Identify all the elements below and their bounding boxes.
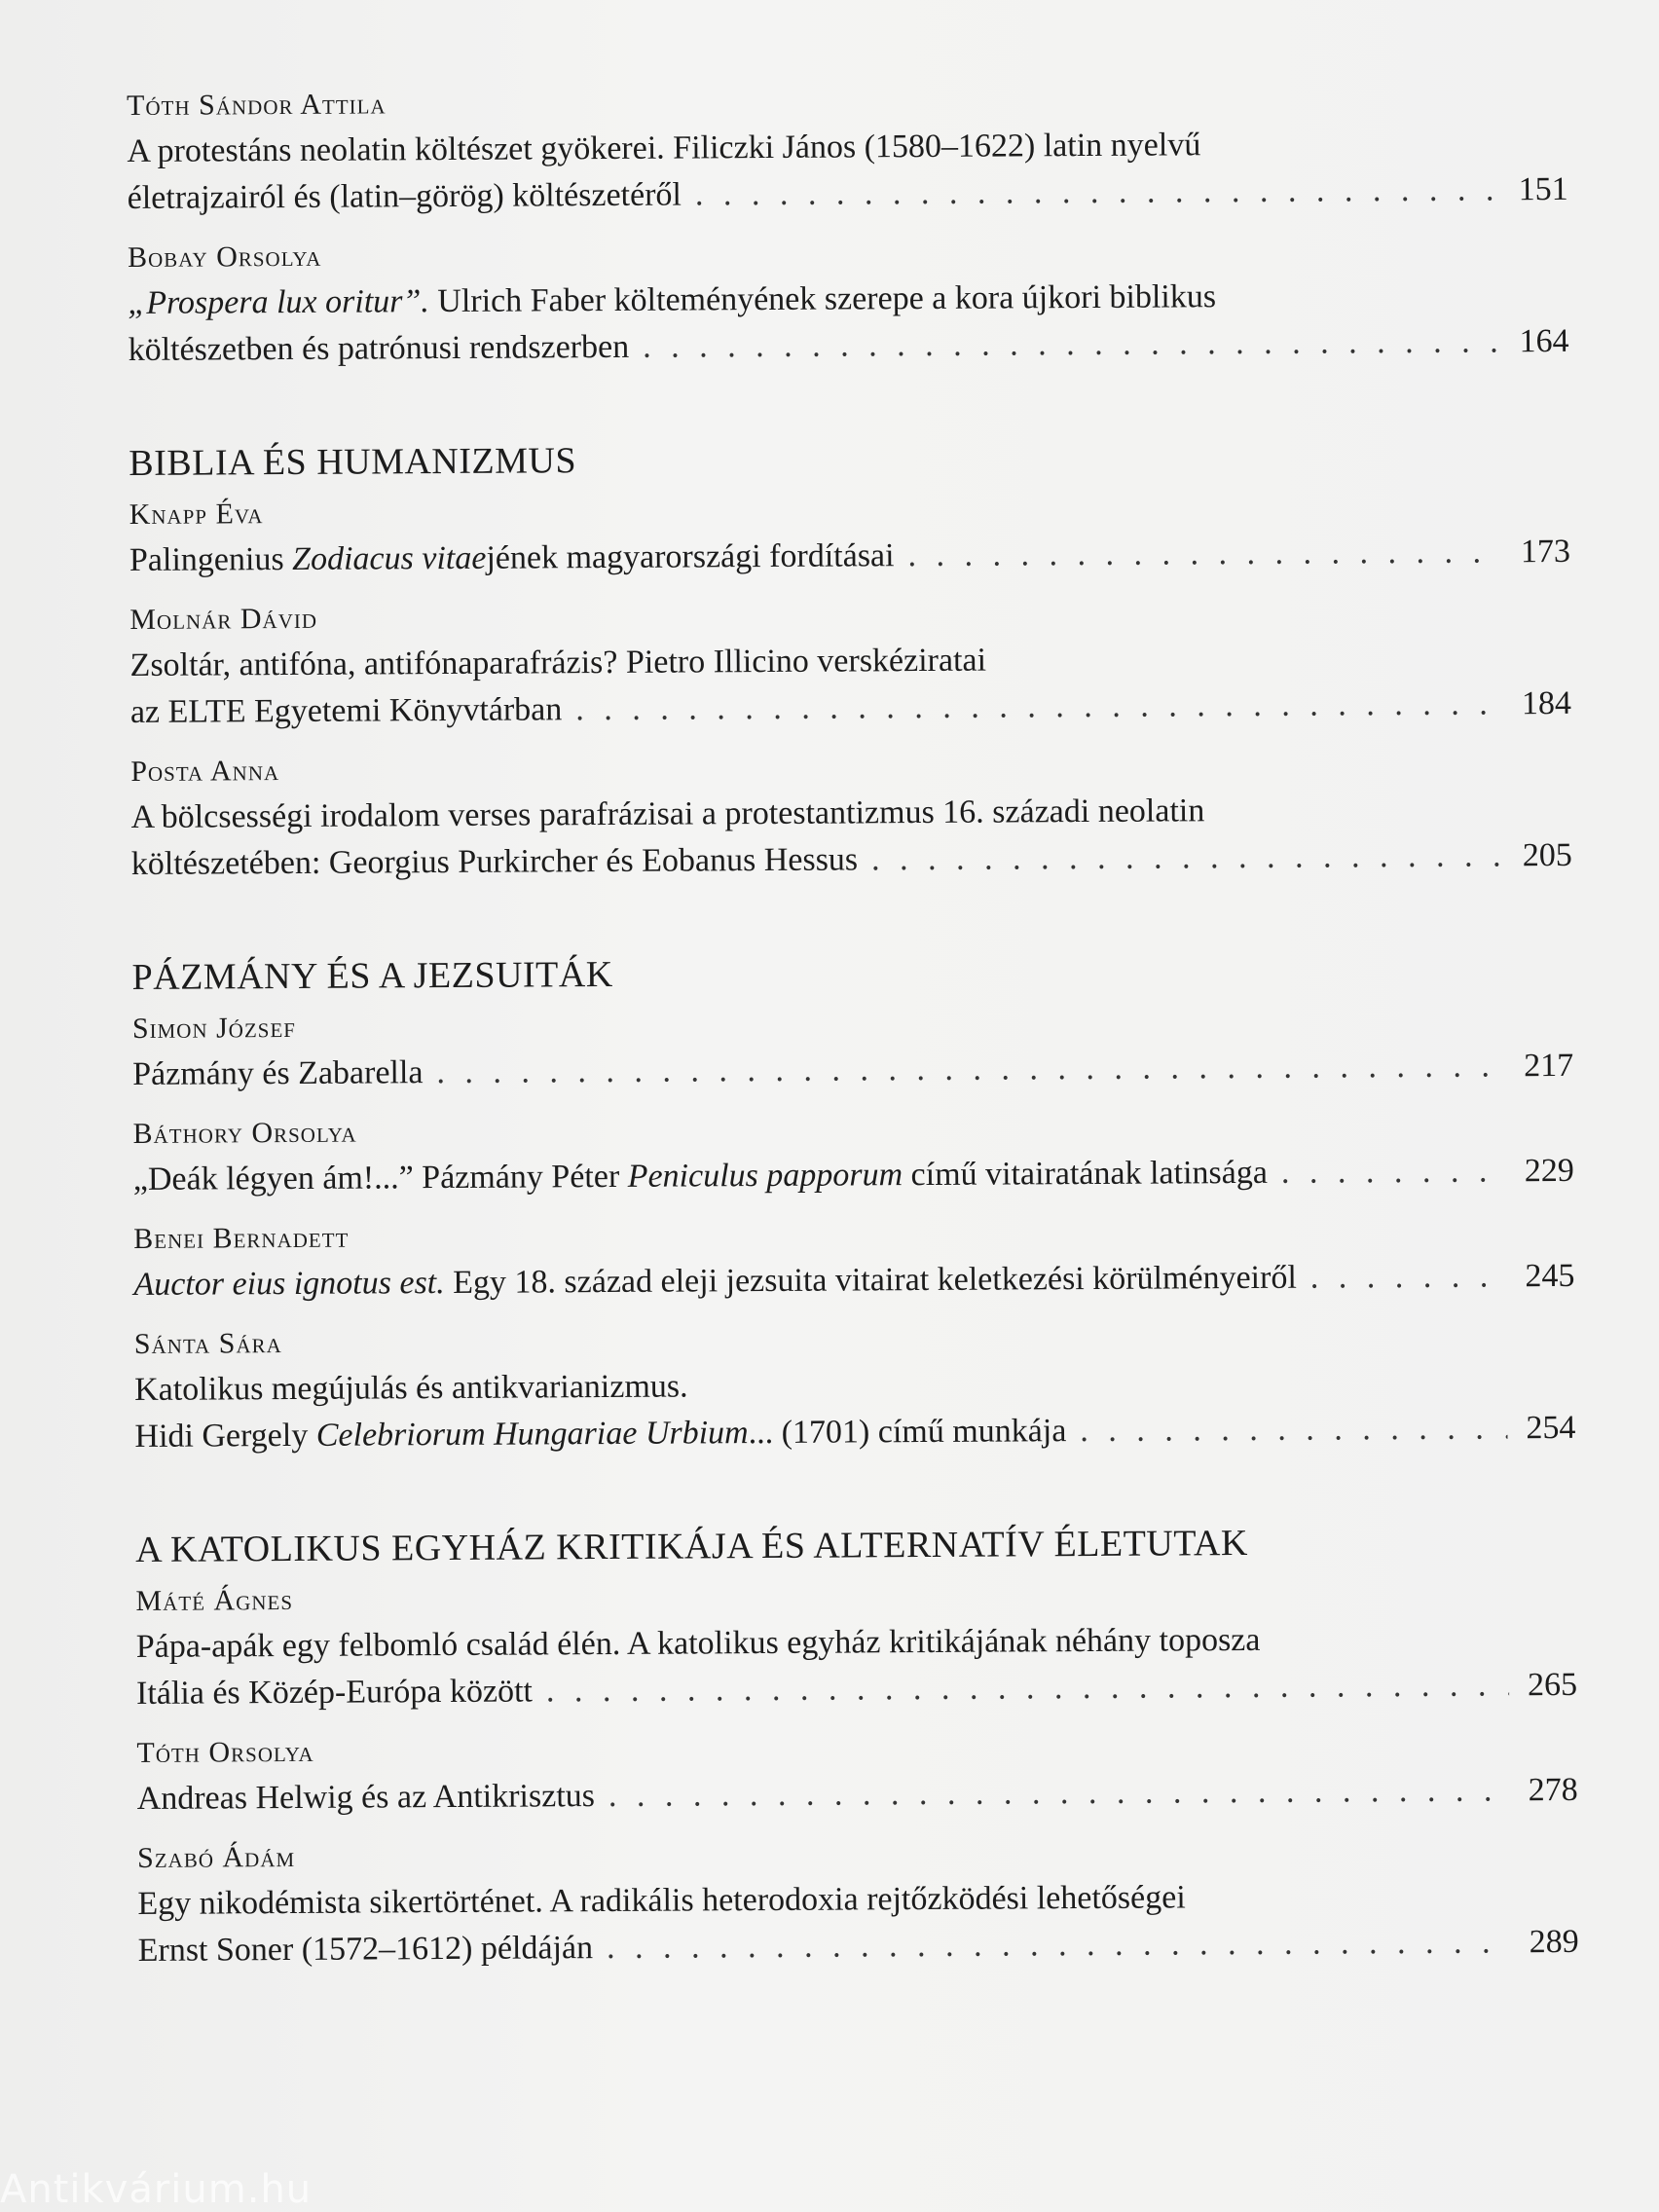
dot-leader	[436, 1043, 1505, 1096]
entry-title-line: Pázmány és Zabarella	[132, 1054, 424, 1092]
toc-entry	[129, 490, 1571, 584]
page-number: 229	[1524, 1152, 1574, 1190]
entry-title-line: életrajzairól és (latin–görög) költészetéről	[127, 176, 682, 216]
entry-last-line	[134, 1405, 1575, 1460]
toc-section	[129, 433, 1572, 888]
entry-title-line	[129, 533, 895, 584]
page-number: 254	[1526, 1409, 1576, 1447]
entry-author: Sánta Sára	[133, 1327, 282, 1360]
dot-leader	[546, 1662, 1509, 1714]
toc-entry	[132, 1109, 1574, 1203]
watermark: Antikvárium.hu	[0, 2167, 313, 2212]
entry-author: Szabó Ádám	[136, 1840, 296, 1874]
page-number: 151	[1518, 170, 1568, 208]
entry-title-line: Itália és Közép-Európa között	[135, 1673, 534, 1712]
page-number: 289	[1529, 1923, 1579, 1961]
entry-title-line: Ernst Soner (1572–1612) példáján	[137, 1930, 594, 1969]
entry-last-line	[128, 318, 1568, 374]
section-title: PÁZMÁNY ÉS A JEZSUITÁK	[131, 953, 613, 998]
entry-author: Knapp Éva	[129, 498, 264, 531]
entry-title-text: ... (1701) című munkája	[748, 1413, 1067, 1452]
entry-title-line: A protestáns neolatin költészet gyökerei. Filiczki János (1580–1622) latin nyelvű	[127, 127, 1201, 169]
entry-author: Tóth Sándor Attila	[127, 88, 387, 122]
page-number: 164	[1519, 322, 1569, 360]
entry-title-text: Egy 18. század eleji jezsuita vitairat keletkezési körülményeiről	[444, 1259, 1297, 1302]
section-title: BIBLIA ÉS HUMANIZMUS	[129, 440, 577, 484]
entry-last-line	[131, 832, 1572, 888]
entry-title-line: költészetben és patrónusi rendszerben	[128, 328, 630, 368]
entry-author: Posta Anna	[130, 755, 280, 788]
page-number: 217	[1524, 1047, 1574, 1085]
dot-leader	[643, 318, 1501, 370]
entry-title-line	[133, 1150, 1268, 1203]
dot-leader	[907, 529, 1502, 579]
entry-title-line	[134, 1408, 1066, 1460]
page-number: 173	[1520, 533, 1571, 571]
dot-leader	[1080, 1405, 1507, 1455]
toc-entry	[136, 1728, 1578, 1823]
entry-title-text: című vitairatának latinsága	[902, 1154, 1268, 1194]
dot-leader	[608, 1767, 1510, 1820]
dot-leader	[607, 1919, 1511, 1972]
entry-author: Bobay Orsolya	[127, 240, 322, 274]
entry-title-text: Ulrich Faber költeményének szerepe a kora újkori biblikus	[428, 278, 1217, 320]
dot-leader	[871, 832, 1504, 883]
dot-leader	[1281, 1148, 1506, 1196]
page-number: 265	[1527, 1666, 1578, 1704]
entry-author: Báthory Orsolya	[132, 1116, 357, 1150]
toc-section	[135, 1520, 1579, 1974]
entry-title-text: jének magyarországi fordításai	[486, 537, 895, 576]
entry-title-line: az ELTE Egyetemi Könyvtárban	[129, 691, 563, 730]
entry-last-line	[129, 529, 1570, 584]
entry-title-text: Hidi Gergely	[134, 1417, 316, 1455]
entry-title-line: Andreas Helwig és az Antikrisztus	[136, 1778, 596, 1817]
entry-title-line: Egy nikodémista sikertörténet. A radikális heterodoxia rejtőzködési lehetőségei	[137, 1879, 1186, 1922]
entry-last-line	[138, 1919, 1579, 1974]
page-number: 278	[1528, 1771, 1578, 1809]
entry-title-text: „Deák légyen ám!...” Pázmány Péter	[132, 1158, 628, 1198]
entry-author: Benei Bernadett	[133, 1221, 350, 1255]
entry-title-line: Pápa-apák egy felbomló család élén. A katolikus egyház kritikájának néhány toposza	[135, 1621, 1261, 1665]
entry-title-line: Katolikus megújulás és antikvarianizmus.	[134, 1368, 688, 1408]
entry-title-line: A bölcsességi irodalom verses parafrázisai a protestantizmus 16. századi neolatin	[130, 793, 1205, 835]
page-number: 205	[1522, 836, 1572, 874]
entry-author: Tóth Orsolya	[136, 1735, 314, 1769]
entry-author: Molnár Dávid	[129, 602, 318, 636]
entry-title-italic: Peniculus papporum	[627, 1157, 903, 1195]
entry-last-line	[137, 1767, 1578, 1823]
toc-entry	[127, 81, 1568, 222]
entry-title-text: Palingenius	[129, 540, 293, 578]
table-of-contents	[127, 81, 1579, 1994]
entry-title-line: költészetében: Georgius Purkircher és Eobanus Hessus	[130, 841, 859, 882]
toc-section	[131, 947, 1575, 1460]
entry-last-line	[133, 1148, 1574, 1203]
toc-entry	[128, 233, 1569, 374]
toc-entry	[134, 1319, 1576, 1460]
toc-entry	[137, 1833, 1579, 1974]
toc-entry	[133, 1214, 1575, 1309]
entry-author: Máté Ágnes	[135, 1583, 294, 1617]
entry-title-italic: Auctor eius ignotus est.	[133, 1265, 445, 1303]
toc-entry	[130, 747, 1572, 888]
entry-last-line	[130, 681, 1571, 736]
toc-entry	[132, 1004, 1574, 1098]
entry-title-line	[133, 1255, 1297, 1309]
toc-section	[127, 81, 1569, 374]
toc-entry	[129, 595, 1571, 736]
entry-title-italic: Zodiacus vitae	[292, 539, 487, 577]
dot-leader	[575, 681, 1503, 733]
dot-leader	[1310, 1253, 1507, 1301]
page-number: 184	[1521, 684, 1571, 722]
entry-last-line	[133, 1253, 1574, 1309]
section-title: A KATOLIKUS EGYHÁZ KRITIKÁJA ÉS ALTERNATÍV ÉLETUTAK	[135, 1522, 1248, 1570]
page-number: 245	[1525, 1257, 1575, 1295]
entry-last-line	[128, 166, 1568, 222]
dot-leader	[695, 166, 1500, 218]
entry-last-line	[132, 1043, 1573, 1098]
entry-title-italic: Celebriorum Hungariae Urbium	[315, 1415, 749, 1454]
entry-title-line: Zsoltár, antifóna, antifónaparafrázis? Pietro Illicino verskéziratai	[129, 642, 987, 683]
entry-last-line	[136, 1662, 1577, 1717]
entry-author: Simon József	[131, 1011, 297, 1045]
toc-entry	[135, 1576, 1577, 1717]
entry-title-italic: „Prospera lux oritur”.	[128, 283, 429, 321]
